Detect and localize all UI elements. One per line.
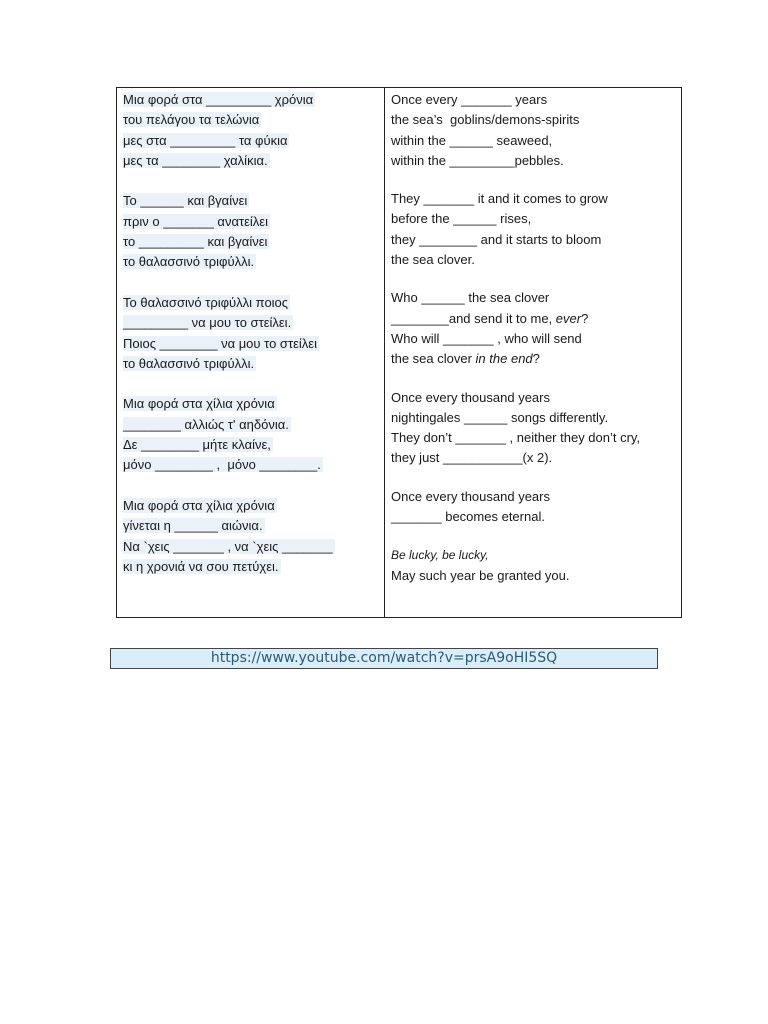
english-line: Who will _______ , who will send: [391, 330, 582, 346]
greek-line-text: το θαλασσινό τριφύλλι.: [123, 254, 255, 270]
english-lyrics-column: [385, 88, 681, 617]
lyrics-table: [116, 87, 682, 618]
greek-line: [123, 394, 384, 414]
english-stanza-6: [391, 545, 681, 586]
greek-line-text: Το ______ και βγαίνει: [123, 193, 248, 209]
greek-stanza-3: [123, 293, 384, 374]
greek-line: [123, 354, 384, 374]
greek-line-text: πριν ο _______ ανατείλει: [123, 213, 268, 229]
english-line: They _______ it and it comes to grow: [391, 191, 608, 207]
greek-line-text: το θαλασσινό τριφύλλι.: [123, 355, 255, 371]
greek-line-text: Δε ________ μήτε κλαίνε,: [123, 437, 271, 453]
stanza-gap: [391, 171, 681, 189]
greek-line-text: Ποιος ________ να μου το στείλει: [123, 335, 317, 351]
stanza-gap: [391, 527, 681, 545]
english-line: they just ___________(x 2).: [391, 450, 553, 466]
english-text: ?: [532, 351, 540, 367]
english-stanza-3: [391, 288, 681, 369]
greek-line: [123, 191, 384, 211]
greek-line: [123, 252, 384, 272]
greek-line-text: Το θαλασσινό τριφύλλι ποιος: [123, 294, 289, 310]
youtube-link[interactable]: https://www.youtube.com/watch?v=prsA9oHI5SQ: [110, 648, 658, 669]
greek-line: [123, 131, 384, 151]
stanza-gap: [391, 270, 681, 288]
greek-line-text: μες τα ________ χαλίκια.: [123, 152, 268, 168]
greek-line: [123, 90, 384, 110]
english-line: before the ______ rises,: [391, 211, 532, 227]
english-line: [391, 349, 681, 369]
greek-line: [123, 516, 384, 536]
stanza-gap: [123, 273, 384, 293]
greek-line: [123, 110, 384, 130]
greek-line: [123, 232, 384, 252]
english-text: ________and send it to me,: [391, 310, 556, 326]
english-stanza-2: [391, 189, 681, 270]
stanza-gap: [123, 171, 384, 191]
stanza-gap: [123, 374, 384, 394]
greek-line-text: Μια φορά στα χίλια χρόνια: [123, 396, 275, 412]
greek-line-text: γίνεται η ______ αιώνια.: [123, 518, 263, 534]
english-line: Once every thousand years: [391, 488, 550, 504]
stanza-gap: [391, 370, 681, 388]
english-italic-text: in the end: [475, 351, 533, 367]
greek-line: [123, 334, 384, 354]
greek-line-text: μες στα _________ τα φύκια: [123, 132, 288, 148]
english-line: the sea’s goblins/demons-spirits: [391, 112, 580, 128]
english-line: Once every thousand years: [391, 389, 550, 405]
greek-line: [123, 455, 384, 475]
english-line: Be lucky, be lucky,: [391, 548, 489, 563]
greek-line-text: Μια φορά στα χίλια χρόνια: [123, 497, 275, 513]
english-line: [391, 309, 681, 329]
english-line: they ________ and it starts to bloom: [391, 231, 602, 247]
greek-line-text: Να `χεις _______ , να `χεις _______: [123, 538, 333, 554]
english-italic-text: ever: [555, 310, 582, 326]
greek-line: [123, 537, 384, 557]
english-text: the sea clover: [391, 351, 476, 367]
greek-line-text: το _________ και βγαίνει: [123, 234, 268, 250]
english-line: within the ______ seaweed,: [391, 132, 553, 148]
english-stanza-1: [391, 90, 681, 171]
greek-stanza-4: [123, 394, 384, 475]
greek-lyrics-column: [117, 88, 385, 617]
greek-line-text: μόνο ________ , μόνο ________.: [123, 457, 321, 473]
english-line: They don’t _______ , neither they don’t cry,: [391, 430, 641, 446]
stanza-gap: [391, 469, 681, 487]
english-line: May such year be granted you.: [391, 567, 570, 583]
greek-line-text: _________ να μου το στείλει.: [123, 315, 292, 331]
greek-line: [123, 212, 384, 232]
greek-line: [123, 313, 384, 333]
greek-line: [123, 557, 384, 577]
greek-line: [123, 496, 384, 516]
greek-stanza-5: [123, 496, 384, 577]
greek-line-text: κι η χρονιά να σου πετύχει.: [123, 558, 279, 574]
english-line: Who ______ the sea clover: [391, 290, 550, 306]
english-line: the sea clover.: [391, 252, 475, 268]
stanza-gap: [123, 476, 384, 496]
english-text: ?: [581, 310, 589, 326]
english-line: within the _________pebbles.: [391, 152, 564, 168]
greek-line: [123, 151, 384, 171]
greek-line: [123, 293, 384, 313]
greek-stanza-1: [123, 90, 384, 171]
english-line: nightingales ______ songs differently.: [391, 409, 609, 425]
greek-line-text: του πελάγου τα τελώνια: [123, 112, 260, 128]
english-line: _______ becomes eternal.: [391, 509, 545, 525]
greek-stanza-2: [123, 191, 384, 272]
greek-line-text: ________ αλλιώς τ' αηδόνια.: [123, 416, 289, 432]
greek-line: [123, 435, 384, 455]
greek-line: [123, 415, 384, 435]
english-line: Once every _______ years: [391, 92, 548, 107]
greek-line-text: Μια φορά στα _________ χρόνια: [123, 92, 314, 107]
english-stanza-4: [391, 388, 681, 469]
english-stanza-5: [391, 487, 681, 528]
